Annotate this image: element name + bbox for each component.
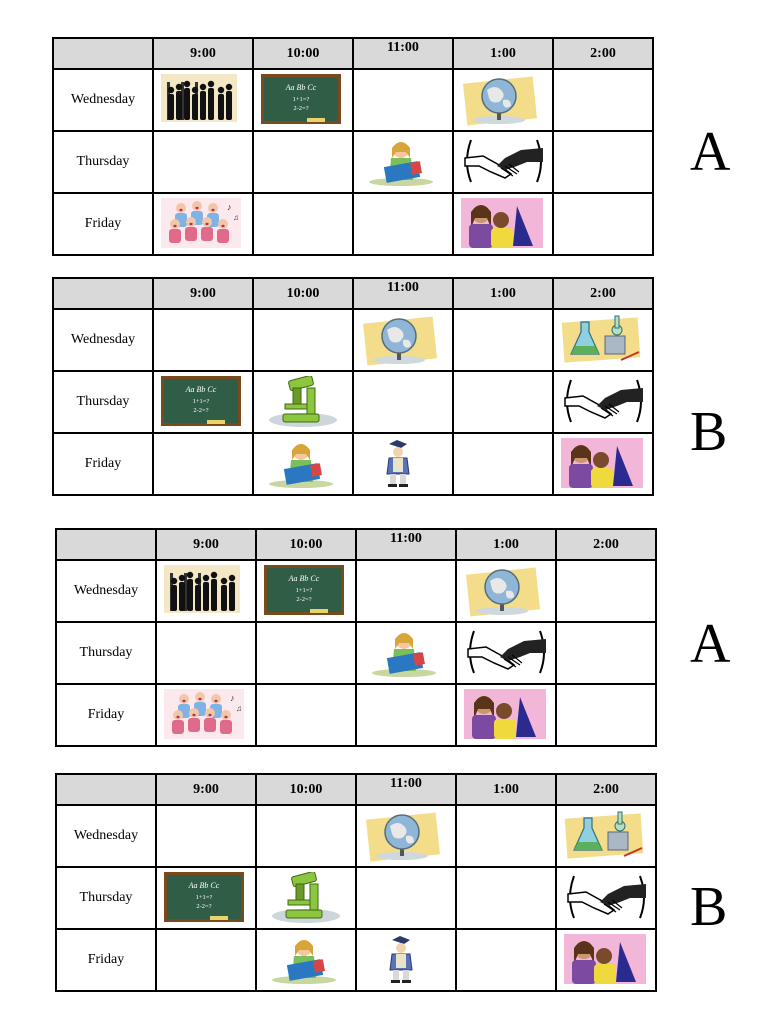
schedule-cell [153, 69, 253, 131]
reading-icon [361, 136, 445, 188]
svg-text:1+1=?: 1+1=? [295, 587, 313, 594]
header-11: 11:00 [356, 774, 456, 805]
schedule-cell [453, 433, 553, 495]
schedule-cell [153, 309, 253, 371]
schedule-cell [456, 684, 556, 746]
schedule-cell [456, 805, 556, 867]
schedule-cell [356, 805, 456, 867]
handshake-icon [464, 627, 548, 679]
history-icon [361, 438, 445, 490]
schedule-letter-2: B [690, 401, 728, 463]
schedule-table-1 [52, 37, 654, 256]
header-2: 2:00 [553, 278, 653, 309]
day-label: Friday [56, 929, 156, 991]
day-label: Friday [53, 433, 153, 495]
svg-text:1+1=?: 1+1=? [292, 96, 310, 103]
header-11: 11:00 [356, 529, 456, 560]
header-1: 1:00 [456, 774, 556, 805]
header-11: 11:00 [353, 38, 453, 69]
handshake-icon [561, 376, 645, 428]
svg-text:Aa Bb Cc: Aa Bb Cc [185, 385, 217, 394]
corner-cell [56, 774, 156, 805]
svg-text:Aa Bb Cc: Aa Bb Cc [188, 881, 220, 890]
schedule-cell [356, 684, 456, 746]
schedule-table-4 [55, 773, 657, 992]
history-icon [364, 934, 448, 986]
svg-text:♪: ♪ [227, 202, 232, 212]
schedule-cell [253, 131, 353, 193]
schedule-cell [256, 622, 356, 684]
computer-icon [564, 934, 648, 986]
header-10: 10:00 [253, 38, 353, 69]
schedule-cell [553, 371, 653, 433]
header-9: 9:00 [156, 529, 256, 560]
header-10: 10:00 [256, 529, 356, 560]
header-11: 11:00 [353, 278, 453, 309]
schedule-cell [156, 560, 256, 622]
globe-icon [364, 810, 448, 862]
schedule-cell [356, 560, 456, 622]
day-label: Thursday [56, 622, 156, 684]
schedule-cell [453, 131, 553, 193]
schedule-cell [353, 309, 453, 371]
header-1: 1:00 [453, 38, 553, 69]
schedule-cell [453, 193, 553, 255]
header-2: 2:00 [556, 774, 656, 805]
svg-text:Aa Bb Cc: Aa Bb Cc [285, 83, 317, 92]
computer-icon [461, 198, 545, 250]
svg-text:1+1=?: 1+1=? [195, 894, 213, 901]
schedule-letter-4: B [690, 876, 728, 938]
svg-text:2-2=?: 2-2=? [196, 903, 212, 910]
globe-icon [464, 565, 548, 617]
svg-text:2-2=?: 2-2=? [293, 105, 309, 112]
schedule-cell [356, 867, 456, 929]
handshake-icon [564, 872, 648, 924]
choir-icon [161, 198, 245, 250]
schedule-cell [156, 684, 256, 746]
schedule-cell [353, 371, 453, 433]
schedule-cell [153, 371, 253, 433]
schedule-cell [353, 433, 453, 495]
science-icon [561, 314, 645, 366]
schedule-cell [256, 929, 356, 991]
schedule-cell [156, 805, 256, 867]
day-label: Thursday [56, 867, 156, 929]
schedule-cell [253, 371, 353, 433]
performance-icon [161, 74, 245, 126]
schedule-cell [556, 929, 656, 991]
schedule-cell [153, 433, 253, 495]
globe-icon [361, 314, 445, 366]
schedule-cell [256, 560, 356, 622]
header-10: 10:00 [253, 278, 353, 309]
header-9: 9:00 [156, 774, 256, 805]
header-9: 9:00 [153, 38, 253, 69]
schedule-table-2 [52, 277, 654, 496]
choir-icon [164, 689, 248, 741]
schedule-cell [453, 69, 553, 131]
schedule-cell [556, 622, 656, 684]
day-label: Friday [53, 193, 153, 255]
handshake-icon [461, 136, 545, 188]
computer-icon [561, 438, 645, 490]
chalkboard-icon [161, 376, 245, 428]
performance-icon [164, 565, 248, 617]
schedule-cell [253, 69, 353, 131]
schedule-cell [553, 131, 653, 193]
chalkboard-icon [164, 872, 248, 924]
header-9: 9:00 [153, 278, 253, 309]
schedule-cell [156, 622, 256, 684]
schedule-cell [153, 193, 253, 255]
schedule-cell [553, 193, 653, 255]
corner-cell [56, 529, 156, 560]
schedule-cell [556, 684, 656, 746]
schedule-cell [456, 560, 556, 622]
svg-text:♫: ♫ [233, 213, 239, 222]
schedule-cell [353, 193, 453, 255]
schedule-cell [453, 309, 553, 371]
schedule-cell [156, 867, 256, 929]
schedule-cell [253, 309, 353, 371]
schedule-cell [353, 131, 453, 193]
header-2: 2:00 [553, 38, 653, 69]
day-label: Thursday [53, 131, 153, 193]
schedule-cell [556, 560, 656, 622]
computer-icon [464, 689, 548, 741]
svg-text:1+1=?: 1+1=? [192, 398, 210, 405]
schedule-cell [456, 929, 556, 991]
schedule-cell [453, 371, 553, 433]
schedule-cell [456, 867, 556, 929]
svg-text:2-2=?: 2-2=? [193, 407, 209, 414]
reading-icon [261, 438, 345, 490]
schedule-cell [153, 131, 253, 193]
header-1: 1:00 [456, 529, 556, 560]
day-label: Wednesday [53, 309, 153, 371]
corner-cell [53, 38, 153, 69]
schedule-letter-3: A [690, 613, 731, 675]
schedule-cell [556, 805, 656, 867]
schedule-cell [356, 622, 456, 684]
schedule-letter-1: A [690, 121, 731, 183]
microscope-icon [261, 376, 345, 428]
reading-icon [364, 627, 448, 679]
globe-icon [461, 74, 545, 126]
day-label: Wednesday [56, 805, 156, 867]
svg-text:2-2=?: 2-2=? [296, 596, 312, 603]
schedule-cell [256, 867, 356, 929]
header-2: 2:00 [556, 529, 656, 560]
schedule-cell [556, 867, 656, 929]
schedule-cell [156, 929, 256, 991]
microscope-icon [264, 872, 348, 924]
chalkboard-icon [264, 565, 348, 617]
svg-text:Aa Bb Cc: Aa Bb Cc [288, 574, 320, 583]
corner-cell [53, 278, 153, 309]
schedule-cell [553, 309, 653, 371]
schedule-cell [253, 193, 353, 255]
schedule-cell [553, 69, 653, 131]
day-label: Wednesday [56, 560, 156, 622]
schedule-cell [256, 805, 356, 867]
svg-text:♪: ♪ [230, 693, 235, 703]
header-10: 10:00 [256, 774, 356, 805]
reading-icon [264, 934, 348, 986]
day-label: Thursday [53, 371, 153, 433]
schedule-cell [553, 433, 653, 495]
schedule-cell [256, 684, 356, 746]
schedule-cell [456, 622, 556, 684]
schedule-cell [356, 929, 456, 991]
chalkboard-icon [261, 74, 345, 126]
header-1: 1:00 [453, 278, 553, 309]
day-label: Wednesday [53, 69, 153, 131]
schedule-cell [253, 433, 353, 495]
schedule-cell [353, 69, 453, 131]
svg-text:♫: ♫ [236, 704, 242, 713]
schedule-table-3 [55, 528, 657, 747]
science-icon [564, 810, 648, 862]
day-label: Friday [56, 684, 156, 746]
